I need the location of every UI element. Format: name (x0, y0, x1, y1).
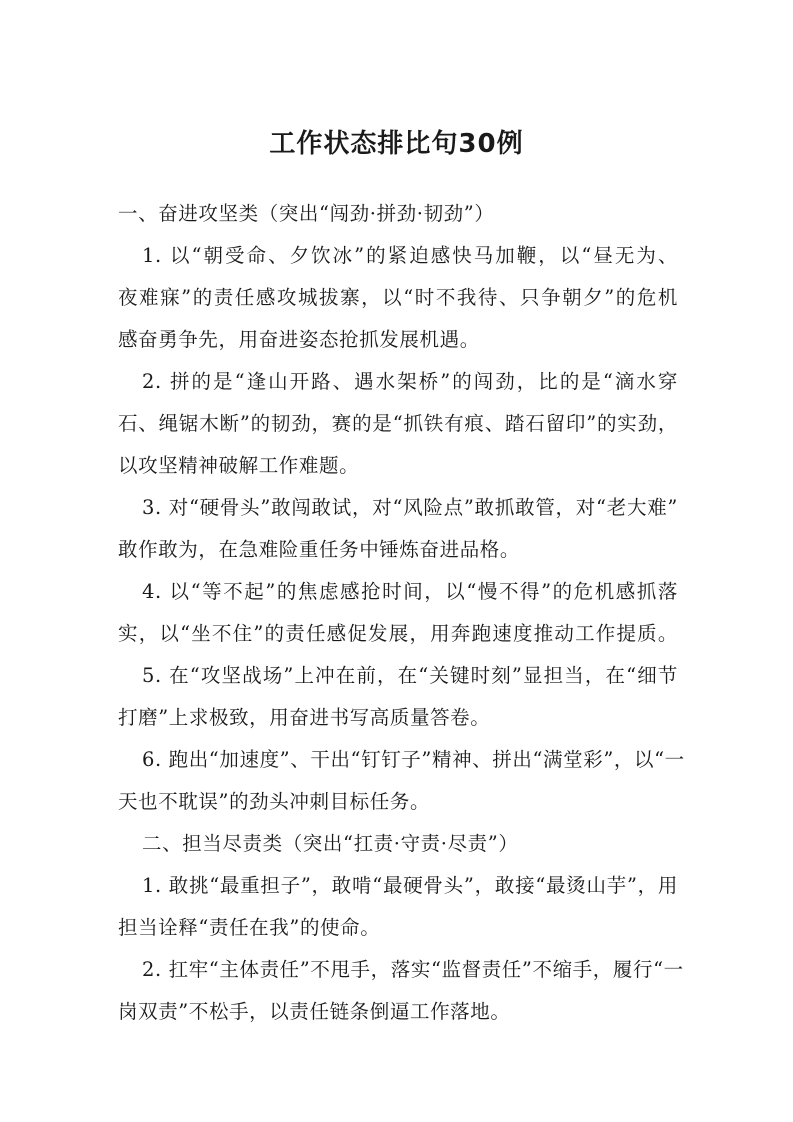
paragraph-line: 6. 跑出“加速度”、干出“钉钉子”精神、拼出“满堂彩”，以“一 (142, 748, 685, 771)
paragraph-line: 5. 在“攻坚战场”上冲在前，在“关键时刻”显担当，在“细节 (142, 664, 678, 687)
paragraph-line: 岗双责”不松手，以责任链条倒逼工作落地。 (118, 1000, 511, 1023)
paragraph-line: 1. 敢挑“最重担子”，敢啃“最硬骨头”，敢接“最烫山芋”，用 (142, 874, 678, 897)
paragraph-line: 石、绳锯木断”的韧劲，赛的是“抓铁有痕、踏石留印”的实劲， (118, 412, 678, 435)
paragraph-line: 1. 以“朝受命、夕饮冰”的紧迫感快马加鞭，以“昼无为、 (142, 244, 678, 267)
paragraph-line: 2. 拼的是“逢山开路、遇水架桥”的闯劲，比的是“滴水穿 (142, 370, 678, 393)
paragraph-line: 打磨”上求极致，用奋进书写高质量答卷。 (118, 706, 491, 729)
paragraph-line: 天也不耽误”的劲头冲刺目标任务。 (118, 790, 431, 813)
section-heading: 二、担当尽责类（突出“扛责·守责·尽责”） (142, 832, 519, 855)
paragraph-line: 担当诠释“责任在我”的使命。 (118, 916, 381, 939)
paragraph-line: 以攻坚精神破解工作难题。 (118, 454, 360, 477)
paragraph-line: 2. 扛牢“主体责任”不甩手，落实“监督责任”不缩手，履行“一 (142, 958, 684, 981)
paragraph-line: 感奋勇争先，用奋进姿态抢抓发展机遇。 (118, 328, 480, 351)
paragraph-line: 实，以“坐不住”的责任感促发展，用奔跑速度推动工作提质。 (118, 622, 678, 645)
paragraph-line: 3. 对“硬骨头”敢闯敢试，对“风险点”敢抓敢管，对“老大难” (142, 496, 678, 519)
section-heading: 一、奋进攻坚类（突出“闯劲·拼劲·韧劲”） (118, 202, 495, 225)
paragraph-line: 敢作敢为，在急难险重任务中锤炼奋进品格。 (118, 538, 521, 561)
paragraph-line: 4. 以“等不起”的焦虑感抢时间，以“慢不得”的危机感抓落 (142, 580, 678, 603)
page-title: 工作状态排比句30例 (269, 129, 524, 159)
document-body (118, 193, 685, 1033)
paragraph-line: 夜难寐”的责任感攻城拔寨，以“时不我待、只争朝夕”的危机 (118, 286, 678, 309)
